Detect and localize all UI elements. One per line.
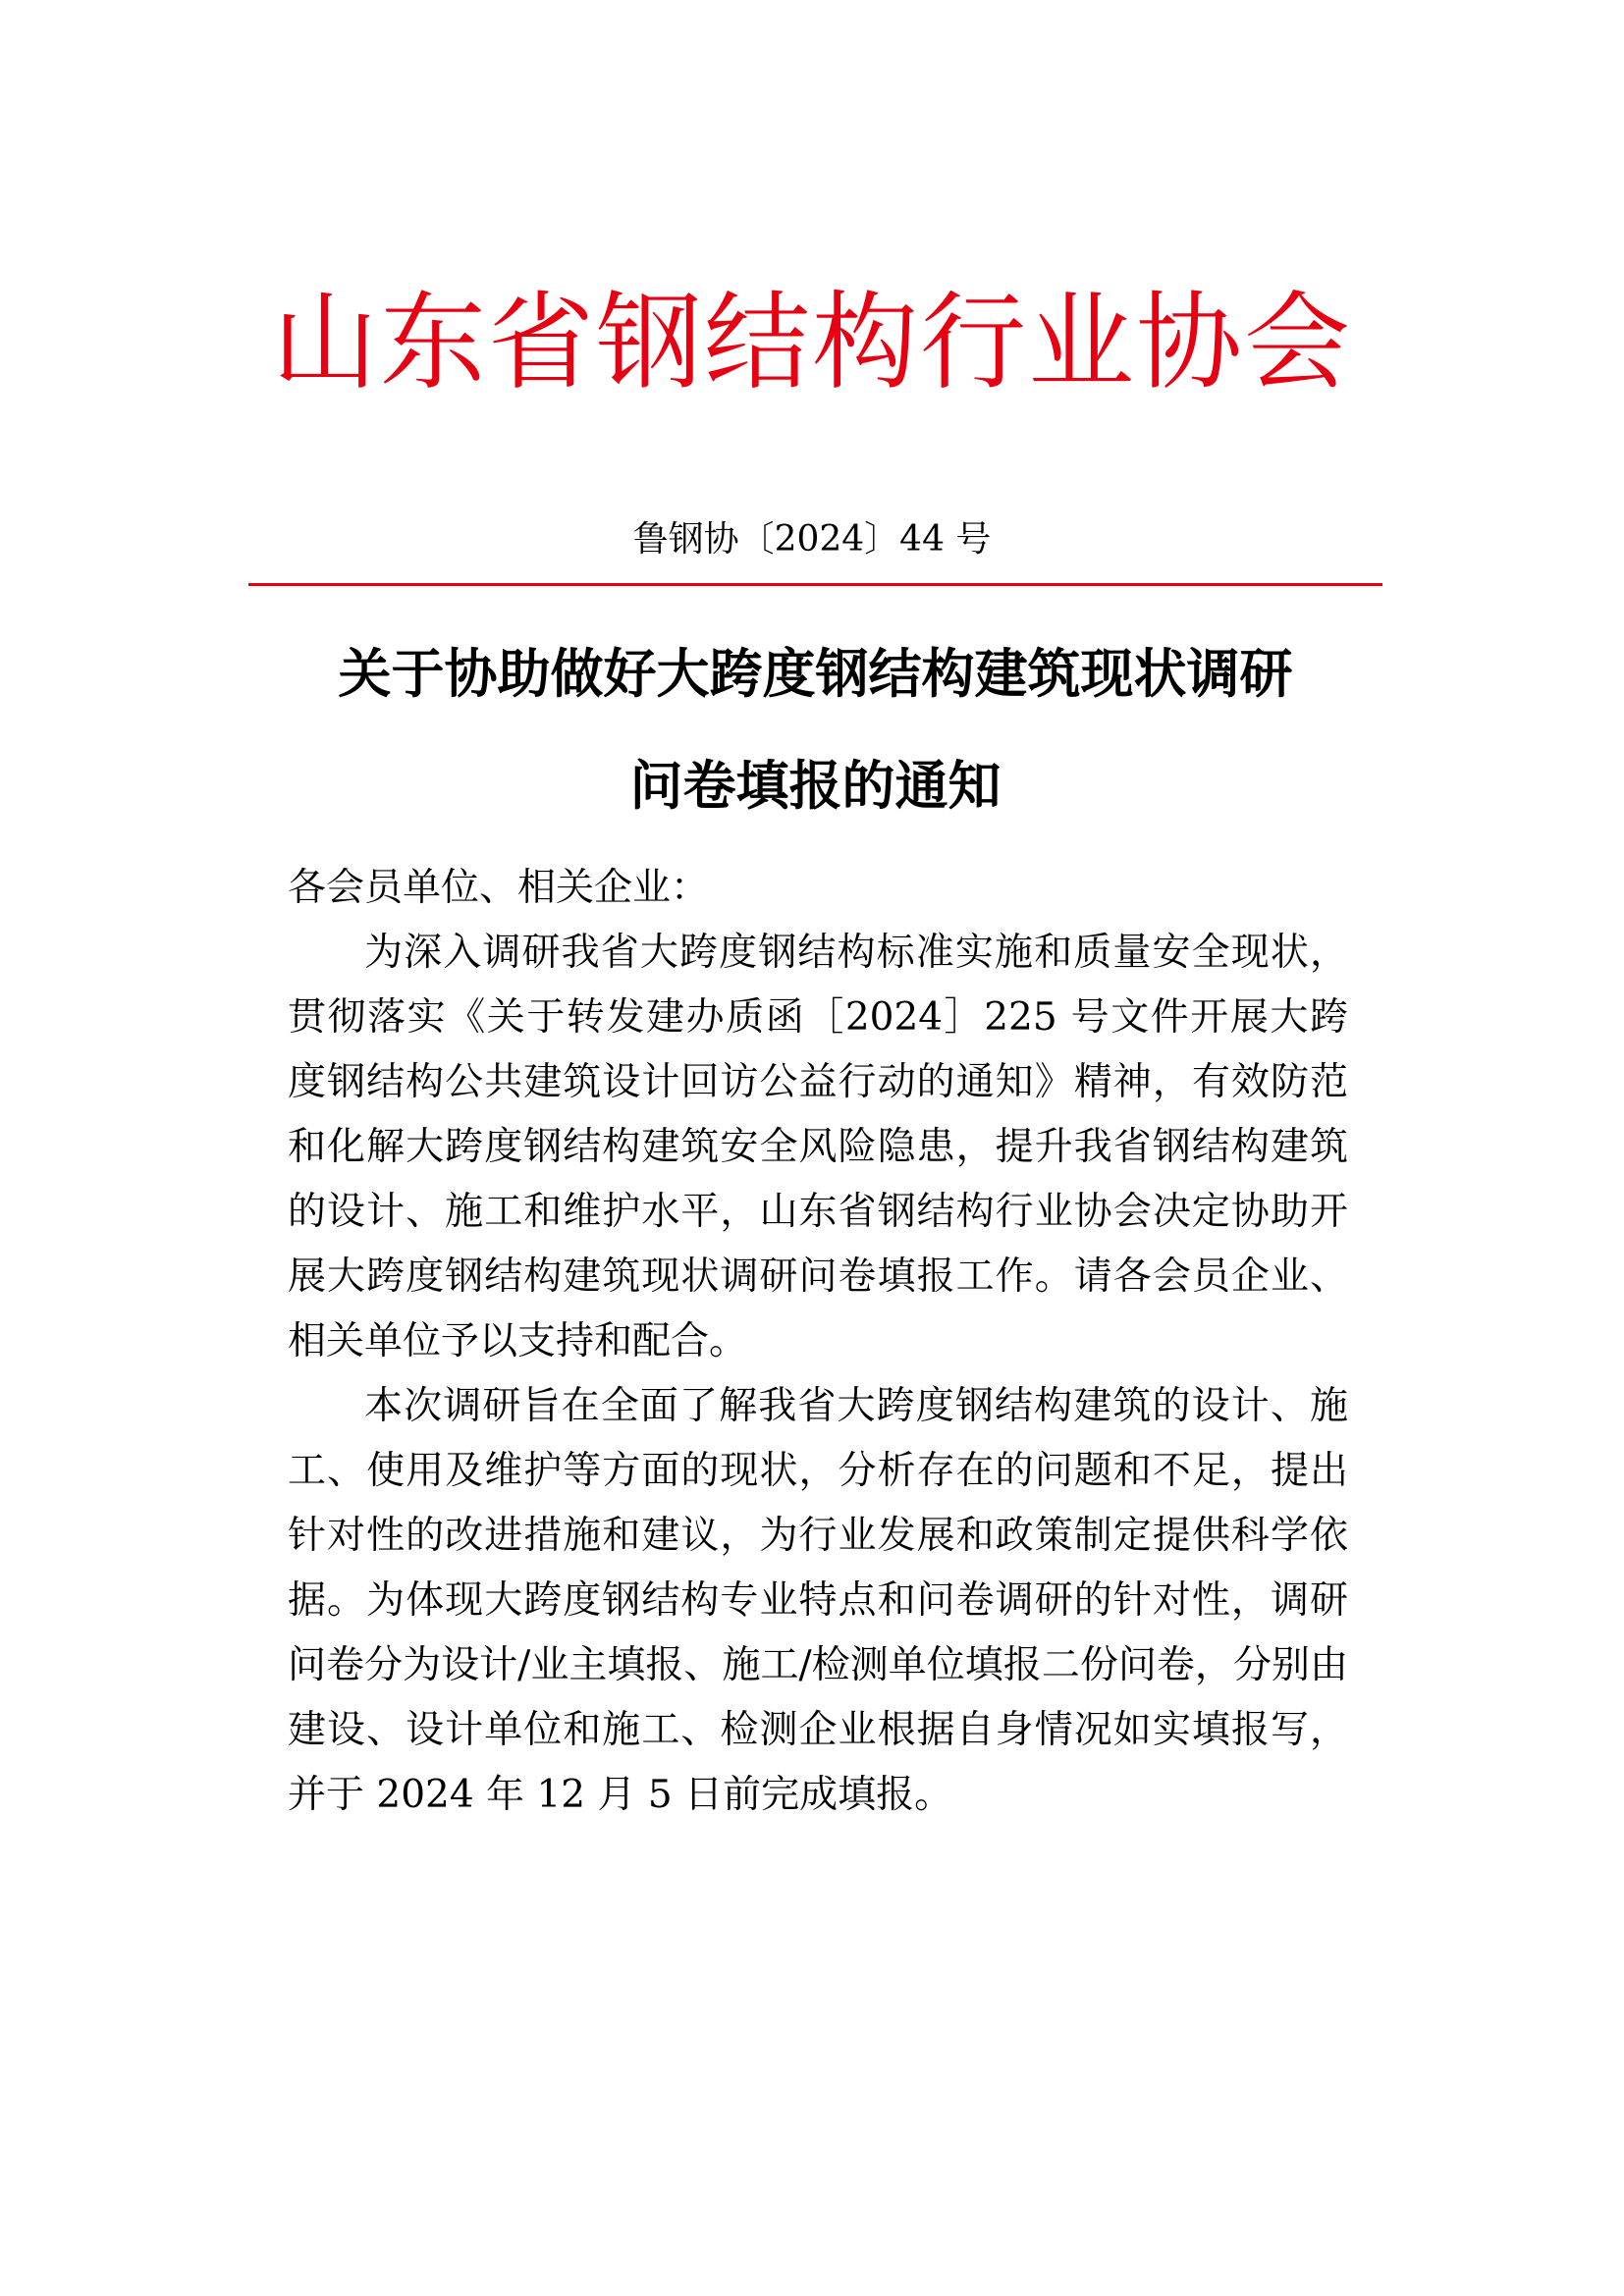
document-body [288,856,1348,1828]
document-title-line-2: 问卷填报的通知 [629,755,1001,817]
organization-header: 山东省钢结构行业协会 [271,282,1352,404]
document-title-line-1: 关于协助做好大跨度钢结构建筑现状调研 [338,643,1293,705]
document-number: 鲁钢协〔2024〕44 号 [632,519,992,560]
salutation: 各会员单位、相关企业： [288,866,710,910]
body-paragraph-1: 为深入调研我省大跨度钢结构标准实施和质量安全现状，贯彻落实《关于转发建办质函［2024］225 号文件开展大跨度钢结构公共建筑设计回访公益行动的通知》精神，有效防范和化解大跨度钢结构建筑安全风险隐患，提升我省钢结构建筑的设计、施工和维护水平，山东省钢结构行业协会决定协助开展大跨度钢结构建筑现状调研问卷填报工作。请各会员企业、相关单位予以支持和配合。 [288,931,1348,1363]
red-divider-line [248,583,1382,586]
document-title [248,618,1382,842]
body-paragraph-2: 本次调研旨在全面了解我省大跨度钢结构建筑的设计、施工、使用及维护等方面的现状，分析存在的问题和不足，提出针对性的改进措施和建议，为行业发展和政策制定提供科学依据。为体现大跨度钢结构专业特点和问卷调研的针对性，调研问卷分为设计/业主填报、施工/检测单位填报二份问卷，分别由建设、设计单位和施工、检测企业根据自身情况如实填报写，并于 2024 年 12 月 5 日前完成填报。 [288,1384,1348,1817]
